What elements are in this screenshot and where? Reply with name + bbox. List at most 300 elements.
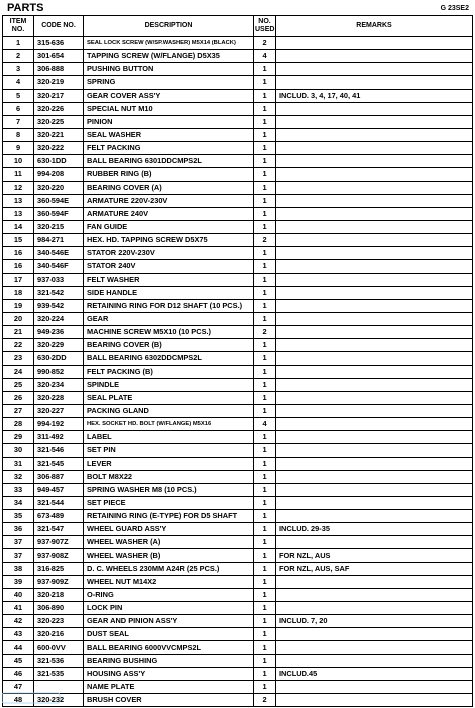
- table-row: [3, 575, 473, 588]
- cell-item-no: 44: [3, 641, 34, 654]
- table-row: [3, 352, 473, 365]
- cell-item-no: 30: [3, 444, 34, 457]
- cell-code-no: 990-852: [34, 365, 84, 378]
- cell-code-no: 340-546E: [34, 247, 84, 260]
- table-row: [3, 667, 473, 680]
- cell-item-no: 39: [3, 575, 34, 588]
- cell-description: SET PIN: [84, 444, 254, 457]
- cell-remarks: [276, 299, 473, 312]
- cell-description: SEAL WASHER: [84, 128, 254, 141]
- table-row: [3, 470, 473, 483]
- cell-code-no: 630-2DD: [34, 352, 84, 365]
- cell-remarks: [276, 63, 473, 76]
- cell-code-no: 306-890: [34, 602, 84, 615]
- cell-no-used: 1: [254, 483, 276, 496]
- cell-remarks: [276, 404, 473, 417]
- table-row: [3, 510, 473, 523]
- cell-code-no: 937-907Z: [34, 536, 84, 549]
- table-row: [3, 523, 473, 536]
- table-row: [3, 76, 473, 89]
- cell-remarks: [276, 102, 473, 115]
- cell-item-no: 2: [3, 50, 34, 63]
- cell-remarks: [276, 431, 473, 444]
- cell-item-no: 17: [3, 273, 34, 286]
- cell-remarks: INCLUD. 3, 4, 17, 40, 41: [276, 89, 473, 102]
- cell-code-no: 320-217: [34, 89, 84, 102]
- cell-no-used: 1: [254, 444, 276, 457]
- cell-no-used: 1: [254, 194, 276, 207]
- watermark-logo: [2, 692, 62, 706]
- table-row: [3, 404, 473, 417]
- cell-description: SEAL LOCK SCREW (W/SP.WASHER) M5X14 (BLACK): [84, 37, 254, 50]
- cell-description: WHEEL NUT M14X2: [84, 575, 254, 588]
- table-row: [3, 549, 473, 562]
- table-row: [3, 365, 473, 378]
- cell-description: STATOR 220V-230V: [84, 247, 254, 260]
- table-row: [3, 431, 473, 444]
- cell-description: RETAINING RING (E-TYPE) FOR D5 SHAFT: [84, 510, 254, 523]
- cell-item-no: 8: [3, 128, 34, 141]
- cell-remarks: [276, 115, 473, 128]
- cell-no-used: 1: [254, 378, 276, 391]
- cell-item-no: 9: [3, 142, 34, 155]
- cell-item-no: 13: [3, 194, 34, 207]
- cell-item-no: 26: [3, 391, 34, 404]
- cell-no-used: 1: [254, 575, 276, 588]
- cell-code-no: 320-224: [34, 312, 84, 325]
- cell-remarks: INCLUD. 7, 20: [276, 615, 473, 628]
- page-header: [2, 2, 473, 15]
- cell-code-no: 321-547: [34, 523, 84, 536]
- cell-no-used: 1: [254, 496, 276, 509]
- cell-remarks: [276, 510, 473, 523]
- cell-no-used: 1: [254, 115, 276, 128]
- cell-remarks: FOR NZL, AUS, SAF: [276, 562, 473, 575]
- cell-no-used: 1: [254, 168, 276, 181]
- cell-code-no: 320-223: [34, 615, 84, 628]
- cell-no-used: 1: [254, 457, 276, 470]
- col-header-code-no: CODE NO.: [34, 16, 84, 37]
- cell-item-no: 18: [3, 286, 34, 299]
- cell-no-used: 1: [254, 641, 276, 654]
- cell-description: FELT PACKING (B): [84, 365, 254, 378]
- cell-item-no: 7: [3, 115, 34, 128]
- cell-item-no: 34: [3, 496, 34, 509]
- cell-no-used: 1: [254, 312, 276, 325]
- parts-table-header: [3, 16, 473, 37]
- cell-no-used: 1: [254, 470, 276, 483]
- cell-code-no: 673-489: [34, 510, 84, 523]
- cell-remarks: [276, 247, 473, 260]
- cell-description: BALL BEARING 6302DDCMPS2L: [84, 352, 254, 365]
- cell-item-no: 10: [3, 155, 34, 168]
- cell-item-no: 32: [3, 470, 34, 483]
- table-row: [3, 418, 473, 431]
- parts-table-body: [3, 37, 473, 707]
- cell-description: SPRING WASHER M8 (10 PCS.): [84, 483, 254, 496]
- cell-code-no: 311-492: [34, 431, 84, 444]
- cell-remarks: [276, 286, 473, 299]
- cell-no-used: 1: [254, 404, 276, 417]
- cell-code-no: 320-226: [34, 102, 84, 115]
- cell-code-no: 321-546: [34, 444, 84, 457]
- table-row: [3, 102, 473, 115]
- cell-remarks: [276, 260, 473, 273]
- cell-code-no: 320-234: [34, 378, 84, 391]
- cell-item-no: 23: [3, 352, 34, 365]
- cell-no-used: 1: [254, 523, 276, 536]
- cell-remarks: [276, 273, 473, 286]
- cell-code-no: 984-271: [34, 234, 84, 247]
- cell-item-no: 45: [3, 654, 34, 667]
- cell-item-no: 21: [3, 326, 34, 339]
- watermark-icon: [2, 692, 62, 704]
- cell-code-no: 321-544: [34, 496, 84, 509]
- table-row: [3, 457, 473, 470]
- cell-remarks: [276, 602, 473, 615]
- table-row: [3, 615, 473, 628]
- cell-description: FELT WASHER: [84, 273, 254, 286]
- table-row: [3, 694, 473, 707]
- cell-remarks: [276, 207, 473, 220]
- table-row: [3, 273, 473, 286]
- cell-item-no: 46: [3, 667, 34, 680]
- cell-no-used: 1: [254, 615, 276, 628]
- cell-description: BEARING BUSHING: [84, 654, 254, 667]
- cell-item-no: 11: [3, 168, 34, 181]
- table-row: [3, 128, 473, 141]
- cell-no-used: 1: [254, 680, 276, 693]
- table-row: [3, 602, 473, 615]
- cell-code-no: 301-654: [34, 50, 84, 63]
- cell-description: DUST SEAL: [84, 628, 254, 641]
- cell-description: HEX. HD. TAPPING SCREW D5X75: [84, 234, 254, 247]
- cell-item-no: 14: [3, 220, 34, 233]
- cell-description: SPRING: [84, 76, 254, 89]
- col-header-no-used: NO. USED: [254, 16, 276, 37]
- cell-code-no: 316-825: [34, 562, 84, 575]
- cell-no-used: 1: [254, 391, 276, 404]
- cell-description: PINION: [84, 115, 254, 128]
- cell-no-used: 2: [254, 37, 276, 50]
- table-row: [3, 339, 473, 352]
- cell-code-no: 321-536: [34, 654, 84, 667]
- cell-remarks: [276, 312, 473, 325]
- cell-item-no: 6: [3, 102, 34, 115]
- cell-no-used: 1: [254, 89, 276, 102]
- cell-item-no: 5: [3, 89, 34, 102]
- table-row: [3, 588, 473, 601]
- cell-remarks: [276, 365, 473, 378]
- cell-item-no: 27: [3, 404, 34, 417]
- cell-remarks: [276, 628, 473, 641]
- cell-no-used: 4: [254, 50, 276, 63]
- col-header-description: DESCRIPTION: [84, 16, 254, 37]
- cell-code-no: 320-219: [34, 76, 84, 89]
- cell-item-no: 40: [3, 588, 34, 601]
- table-row: [3, 496, 473, 509]
- cell-no-used: 1: [254, 247, 276, 260]
- cell-code-no: 949-457: [34, 483, 84, 496]
- cell-description: TAPPING SCREW (W/FLANGE) D5X35: [84, 50, 254, 63]
- cell-no-used: 1: [254, 128, 276, 141]
- cell-item-no: 48: [3, 694, 34, 707]
- cell-remarks: FOR NZL, AUS: [276, 549, 473, 562]
- table-row: [3, 286, 473, 299]
- cell-code-no: 320-225: [34, 115, 84, 128]
- cell-item-no: 28: [3, 418, 34, 431]
- table-row: [3, 50, 473, 63]
- cell-description: BOLT M8X22: [84, 470, 254, 483]
- table-row: [3, 220, 473, 233]
- cell-no-used: 1: [254, 102, 276, 115]
- cell-description: BEARING COVER (B): [84, 339, 254, 352]
- cell-code-no: 321-545: [34, 457, 84, 470]
- table-row: [3, 89, 473, 102]
- cell-code-no: 360-594F: [34, 207, 84, 220]
- table-row: [3, 155, 473, 168]
- cell-no-used: 1: [254, 339, 276, 352]
- cell-no-used: 1: [254, 431, 276, 444]
- table-row: [3, 260, 473, 273]
- cell-remarks: [276, 220, 473, 233]
- cell-code-no: 320-216: [34, 628, 84, 641]
- cell-code-no: 600-0VV: [34, 641, 84, 654]
- cell-no-used: 1: [254, 286, 276, 299]
- cell-remarks: [276, 391, 473, 404]
- cell-code-no: 320-220: [34, 181, 84, 194]
- cell-code-no: 937-033: [34, 273, 84, 286]
- table-row: [3, 194, 473, 207]
- cell-description: SPINDLE: [84, 378, 254, 391]
- cell-no-used: 1: [254, 155, 276, 168]
- cell-no-used: 1: [254, 654, 276, 667]
- cell-no-used: 1: [254, 207, 276, 220]
- cell-description: WHEEL WASHER (A): [84, 536, 254, 549]
- cell-description: NAME PLATE: [84, 680, 254, 693]
- cell-code-no: 320-232: [34, 694, 84, 707]
- cell-remarks: [276, 680, 473, 693]
- cell-remarks: [276, 378, 473, 391]
- cell-description: HOUSING ASS'Y: [84, 667, 254, 680]
- table-row: [3, 444, 473, 457]
- cell-code-no: 949-236: [34, 326, 84, 339]
- cell-description: D. C. WHEELS 230MM A24R (25 PCS.): [84, 562, 254, 575]
- cell-remarks: [276, 194, 473, 207]
- table-row: [3, 247, 473, 260]
- table-row: [3, 181, 473, 194]
- cell-item-no: 1: [3, 37, 34, 50]
- cell-code-no: 320-215: [34, 220, 84, 233]
- cell-item-no: 24: [3, 365, 34, 378]
- cell-code-no: 937-908Z: [34, 549, 84, 562]
- cell-no-used: 2: [254, 326, 276, 339]
- cell-no-used: 1: [254, 602, 276, 615]
- cell-no-used: 1: [254, 667, 276, 680]
- cell-item-no: 13: [3, 207, 34, 220]
- cell-remarks: [276, 694, 473, 707]
- cell-description: ARMATURE 220V-230V: [84, 194, 254, 207]
- cell-code-no: 321-542: [34, 286, 84, 299]
- table-row: [3, 207, 473, 220]
- cell-description: PACKING GLAND: [84, 404, 254, 417]
- cell-description: SPECIAL NUT M10: [84, 102, 254, 115]
- cell-item-no: 20: [3, 312, 34, 325]
- cell-no-used: 1: [254, 352, 276, 365]
- cell-no-used: 1: [254, 76, 276, 89]
- cell-remarks: [276, 76, 473, 89]
- cell-no-used: 1: [254, 365, 276, 378]
- cell-code-no: 321-535: [34, 667, 84, 680]
- cell-remarks: [276, 50, 473, 63]
- cell-item-no: 16: [3, 247, 34, 260]
- cell-description: GEAR COVER ASS'Y: [84, 89, 254, 102]
- cell-description: WHEEL GUARD ASS'Y: [84, 523, 254, 536]
- cell-no-used: 1: [254, 588, 276, 601]
- cell-code-no: 320-221: [34, 128, 84, 141]
- cell-description: SET PIECE: [84, 496, 254, 509]
- table-row: [3, 168, 473, 181]
- cell-remarks: [276, 326, 473, 339]
- cell-code-no: 320-222: [34, 142, 84, 155]
- cell-no-used: 1: [254, 181, 276, 194]
- table-row: [3, 326, 473, 339]
- cell-description: MACHINE SCREW M5X10 (10 PCS.): [84, 326, 254, 339]
- cell-description: WHEEL WASHER (B): [84, 549, 254, 562]
- cell-item-no: 3: [3, 63, 34, 76]
- table-row: [3, 680, 473, 693]
- cell-description: RUBBER RING (B): [84, 168, 254, 181]
- cell-description: LABEL: [84, 431, 254, 444]
- cell-item-no: 16: [3, 260, 34, 273]
- cell-description: BEARING COVER (A): [84, 181, 254, 194]
- table-row: [3, 641, 473, 654]
- cell-code-no: 320-228: [34, 391, 84, 404]
- cell-no-used: 1: [254, 536, 276, 549]
- cell-remarks: [276, 470, 473, 483]
- cell-code-no: 306-888: [34, 63, 84, 76]
- cell-remarks: [276, 483, 473, 496]
- table-row: [3, 536, 473, 549]
- cell-no-used: 1: [254, 260, 276, 273]
- cell-remarks: [276, 575, 473, 588]
- cell-item-no: 33: [3, 483, 34, 496]
- model-number: G 23SE2: [440, 5, 469, 12]
- cell-item-no: 37: [3, 536, 34, 549]
- cell-no-used: 1: [254, 220, 276, 233]
- cell-description: PUSHING BUTTON: [84, 63, 254, 76]
- table-row: [3, 234, 473, 247]
- cell-remarks: [276, 128, 473, 141]
- cell-code-no: 937-909Z: [34, 575, 84, 588]
- cell-remarks: [276, 444, 473, 457]
- cell-description: GEAR: [84, 312, 254, 325]
- cell-item-no: 42: [3, 615, 34, 628]
- cell-item-no: 41: [3, 602, 34, 615]
- cell-item-no: 22: [3, 339, 34, 352]
- cell-remarks: [276, 536, 473, 549]
- cell-description: FELT PACKING: [84, 142, 254, 155]
- table-row: [3, 378, 473, 391]
- cell-code-no: 340-546F: [34, 260, 84, 273]
- cell-no-used: 1: [254, 510, 276, 523]
- cell-description: BALL BEARING 6000VVCMPS2L: [84, 641, 254, 654]
- cell-code-no: 306-887: [34, 470, 84, 483]
- cell-no-used: 1: [254, 63, 276, 76]
- table-row: [3, 483, 473, 496]
- cell-code-no: 994-208: [34, 168, 84, 181]
- table-row: [3, 654, 473, 667]
- cell-description: O-RING: [84, 588, 254, 601]
- table-row: [3, 391, 473, 404]
- cell-remarks: [276, 168, 473, 181]
- cell-description: LEVER: [84, 457, 254, 470]
- cell-item-no: 36: [3, 523, 34, 536]
- cell-remarks: INCLUD. 29-35: [276, 523, 473, 536]
- cell-remarks: [276, 496, 473, 509]
- cell-no-used: 1: [254, 549, 276, 562]
- cell-item-no: 31: [3, 457, 34, 470]
- cell-no-used: 1: [254, 628, 276, 641]
- cell-item-no: 4: [3, 76, 34, 89]
- table-row: [3, 115, 473, 128]
- cell-no-used: 1: [254, 299, 276, 312]
- cell-description: BRUSH COVER: [84, 694, 254, 707]
- cell-item-no: 12: [3, 181, 34, 194]
- cell-remarks: [276, 155, 473, 168]
- cell-description: HEX. SOCKET HD. BOLT (W/FLANGE) M5X16: [84, 418, 254, 431]
- cell-code-no: 360-594E: [34, 194, 84, 207]
- cell-description: SEAL PLATE: [84, 391, 254, 404]
- header-row: [3, 16, 473, 37]
- table-row: [3, 142, 473, 155]
- cell-code-no: 320-229: [34, 339, 84, 352]
- cell-item-no: 15: [3, 234, 34, 247]
- cell-remarks: [276, 37, 473, 50]
- page-title: PARTS: [7, 2, 44, 14]
- table-row: [3, 562, 473, 575]
- col-header-remarks: REMARKS: [276, 16, 473, 37]
- cell-item-no: 35: [3, 510, 34, 523]
- cell-code-no: 315-636: [34, 37, 84, 50]
- cell-no-used: 4: [254, 418, 276, 431]
- cell-no-used: 1: [254, 273, 276, 286]
- cell-no-used: 1: [254, 562, 276, 575]
- cell-item-no: 25: [3, 378, 34, 391]
- cell-no-used: 2: [254, 694, 276, 707]
- cell-item-no: 37: [3, 549, 34, 562]
- cell-remarks: [276, 457, 473, 470]
- cell-code-no: 630-1DD: [34, 155, 84, 168]
- cell-item-no: 43: [3, 628, 34, 641]
- cell-code-no: 320-218: [34, 588, 84, 601]
- cell-item-no: 19: [3, 299, 34, 312]
- cell-description: GEAR AND PINION ASS'Y: [84, 615, 254, 628]
- cell-description: SIDE HANDLE: [84, 286, 254, 299]
- cell-remarks: [276, 654, 473, 667]
- table-row: [3, 628, 473, 641]
- cell-description: STATOR 240V: [84, 260, 254, 273]
- table-row: [3, 63, 473, 76]
- cell-description: BALL BEARING 6301DDCMPS2L: [84, 155, 254, 168]
- table-row: [3, 37, 473, 50]
- cell-remarks: INCLUD.45: [276, 667, 473, 680]
- cell-item-no: 47: [3, 680, 34, 693]
- cell-item-no: 29: [3, 431, 34, 444]
- cell-description: LOCK PIN: [84, 602, 254, 615]
- cell-code-no: 994-192: [34, 418, 84, 431]
- cell-remarks: [276, 588, 473, 601]
